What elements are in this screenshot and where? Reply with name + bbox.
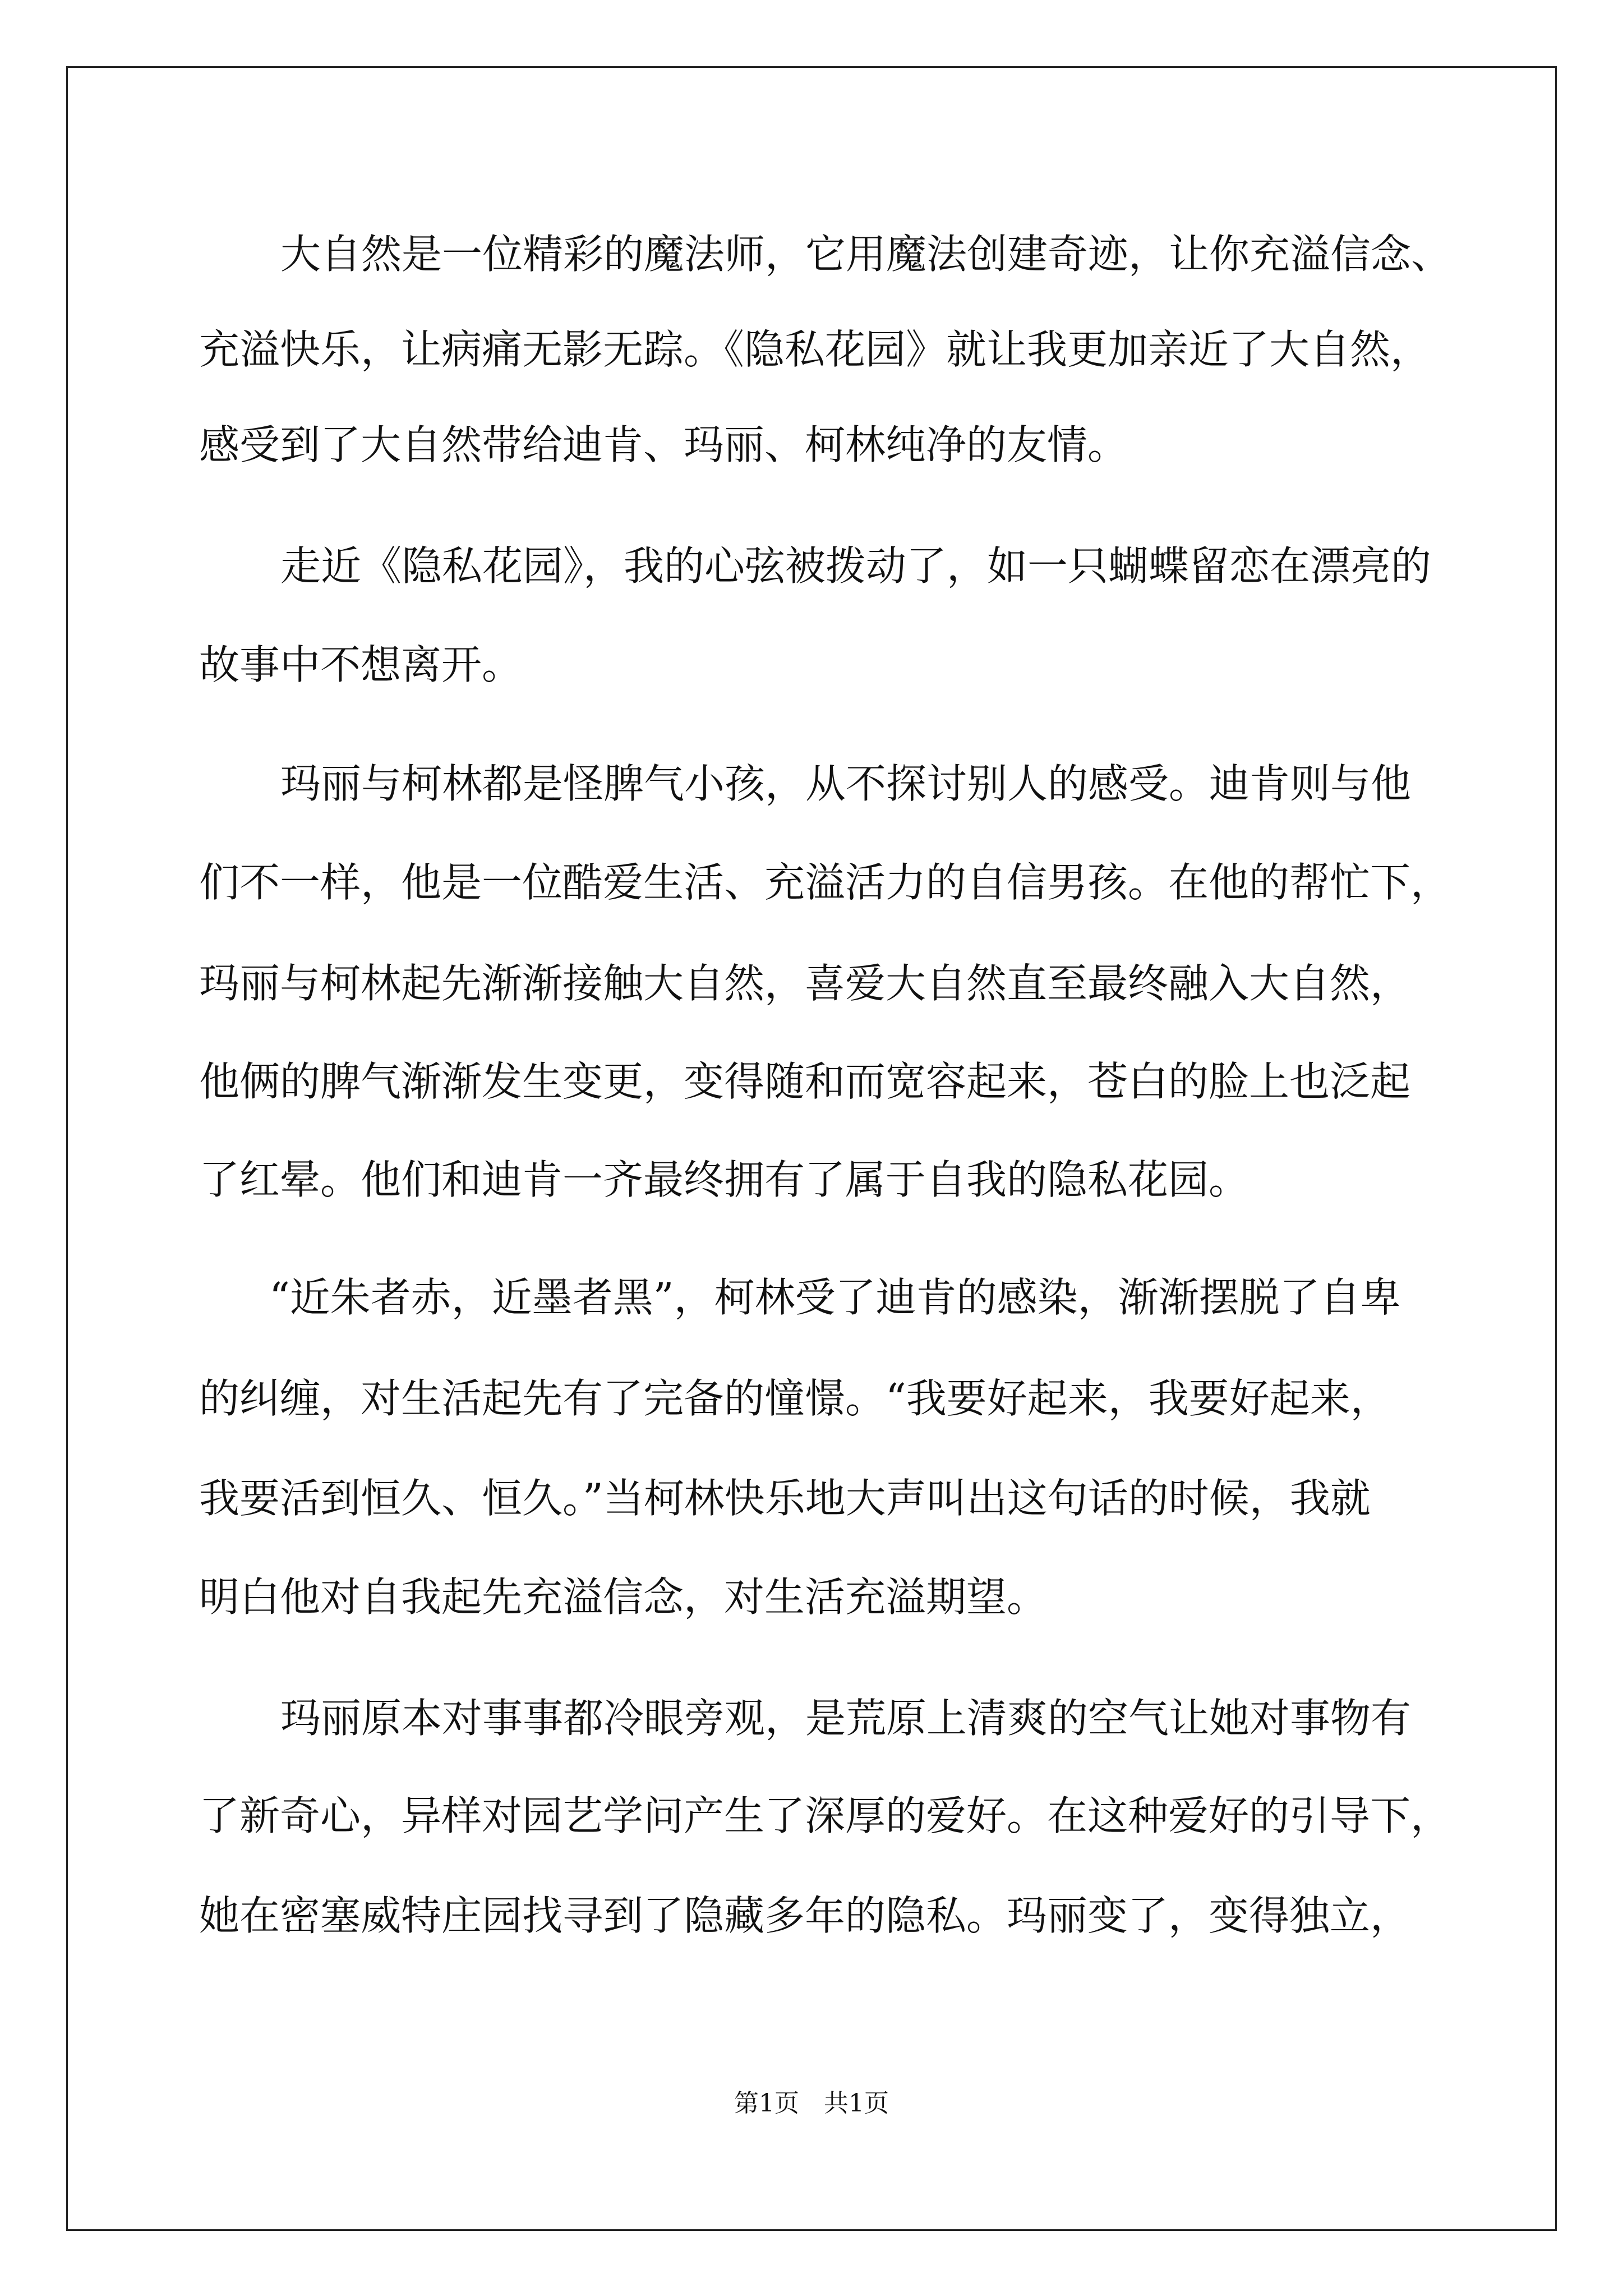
text-line: 感受到了大自然带给迪肯、玛丽、柯林纯净的友情。 — [199, 421, 1128, 468]
page-footer: 第1页 共1页 — [734, 2089, 889, 2118]
text-line: 充溢快乐，让病痛无影无踪。《隐私花园》就让我更加亲近了大自然， — [199, 326, 1431, 373]
text-line: 了红晕。他们和迪肯一齐最终拥有了属于自我的隐私花园。 — [199, 1156, 1249, 1203]
text-line: 玛丽与柯林起先渐渐接触大自然，喜爱大自然直至最终融入大自然， — [199, 960, 1411, 1007]
text-line: 故事中不想离开。 — [199, 641, 523, 688]
text-line: 我要活到恒久、恒久。”当柯林快乐地大声叫出这句话的时候，我就 — [199, 1475, 1371, 1522]
text-line: 走近《隐私花园》，我的心弦被拨动了，如一只蝴蝶留恋在漂亮的 — [280, 542, 1432, 590]
text-line: 玛丽与柯林都是怪脾气小孩，从不探讨别人的感受。迪肯则与他 — [280, 760, 1412, 807]
text-line: 的纠缠，对生活起先有了完备的憧憬。“我要好起来，我要好起来， — [199, 1375, 1391, 1422]
text-line: 们不一样，他是一位酷爱生活、充溢活力的自信男孩。在他的帮忙下， — [199, 859, 1451, 906]
text-line: 他俩的脾气渐渐发生变更，变得随和而宽容起来，苍白的脸上也泛起 — [199, 1058, 1411, 1105]
text-line: 玛丽原本对事事都冷眼旁观，是荒原上清爽的空气让她对事物有 — [280, 1695, 1412, 1742]
text-line: “近朱者赤，近墨者黑”，柯林受了迪肯的感染，渐渐摆脱了自卑 — [269, 1274, 1401, 1321]
text-line: 明白他对自我起先充溢信念，对生活充溢期望。 — [199, 1573, 1048, 1621]
text-line: 大自然是一位精彩的魔法师，它用魔法创建奇迹，让你充溢信念、 — [280, 231, 1452, 278]
text-line: 了新奇心，异样对园艺学问产生了深厚的爱好。在这种爱好的引导下， — [199, 1792, 1451, 1839]
text-line: 她在密塞威特庄园找寻到了隐藏多年的隐私。玛丽变了，变得独立， — [199, 1892, 1411, 1939]
